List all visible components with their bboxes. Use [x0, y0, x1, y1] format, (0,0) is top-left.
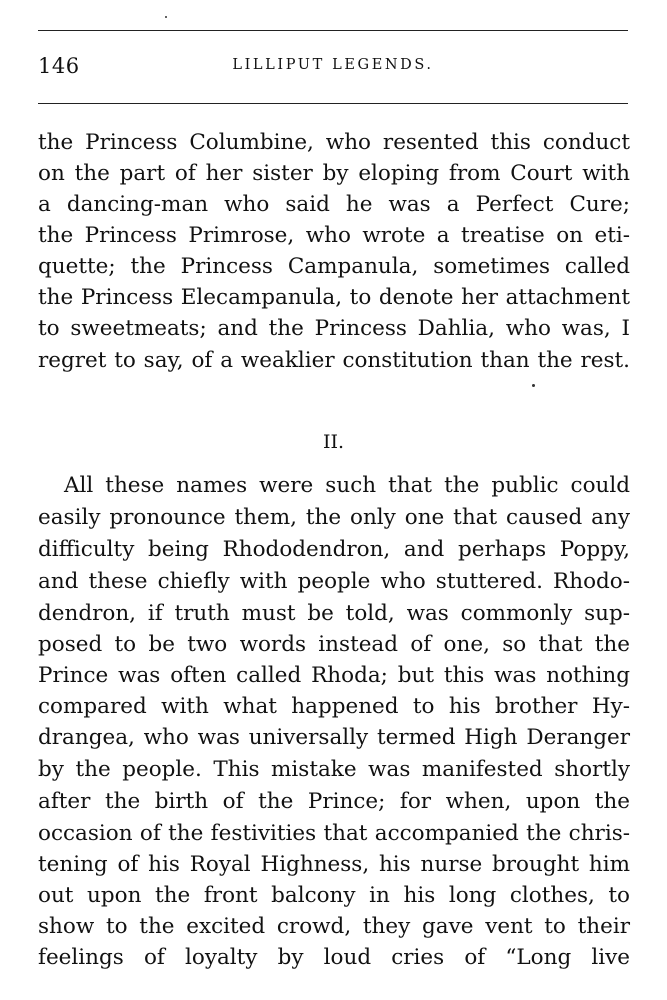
text-line: the Princess Columbine, who resented this conduct [38, 130, 630, 155]
text-line: by the people. This mistake was manifested shortly [38, 757, 630, 782]
text-line: dendron, if truth must be told, was commonly sup- [38, 601, 630, 626]
text-line: compared with what happened to his brother Hy- [38, 694, 630, 719]
section-number: II. [322, 431, 345, 453]
text-line: tening of his Royal Highness, his nurse brought him [38, 852, 630, 877]
text-line: out upon the front balcony in his long clothes, to [38, 883, 630, 908]
text-line: and these chiefly with people who stuttered. Rhodo- [38, 569, 630, 594]
text-line: on the part of her sister by eloping from Court with [38, 161, 630, 186]
text-line: to sweetmeats; and the Princess Dahlia, who was, I [38, 316, 630, 341]
page-number: 146 [38, 54, 80, 78]
text-line: the Princess Elecampanula, to denote her attachment [38, 285, 630, 310]
text-line: the Princess Primrose, who wrote a treatise on eti- [38, 223, 630, 248]
text-line: posed to be two words instead of one, so that the [38, 632, 630, 657]
text-line: occasion of the festivities that accompanied the chris- [38, 821, 630, 846]
header-rule [38, 103, 628, 104]
text-line: quette; the Princess Campanula, sometimes called [38, 254, 630, 279]
text-line: All these names were such that the public could [64, 473, 630, 498]
text-line: difficulty being Rhododendron, and perhaps Poppy, [38, 537, 630, 562]
text-line: easily pronounce them, the only one that caused any [38, 505, 630, 530]
text-line: drangea, who was universally termed High Deranger [38, 725, 630, 750]
scan-speck [532, 384, 535, 387]
text-line: after the birth of the Prince; for when, upon the [38, 789, 630, 814]
text-line: a dancing-man who said he was a Perfect Cure; [38, 192, 630, 217]
top-rule [38, 30, 628, 31]
page-header [38, 54, 628, 80]
text-line: show to the excited crowd, they gave vent to their [38, 914, 630, 939]
text-line: regret to say, of a weaklier constitution than the rest. [38, 348, 630, 373]
running-title: LILLIPUT LEGENDS. [232, 57, 434, 73]
scan-speck [165, 16, 167, 18]
text-line: Prince was often called Rhoda; but this was nothing [38, 663, 630, 688]
text-line: feelings of loyalty by loud cries of “Long live [38, 945, 630, 970]
